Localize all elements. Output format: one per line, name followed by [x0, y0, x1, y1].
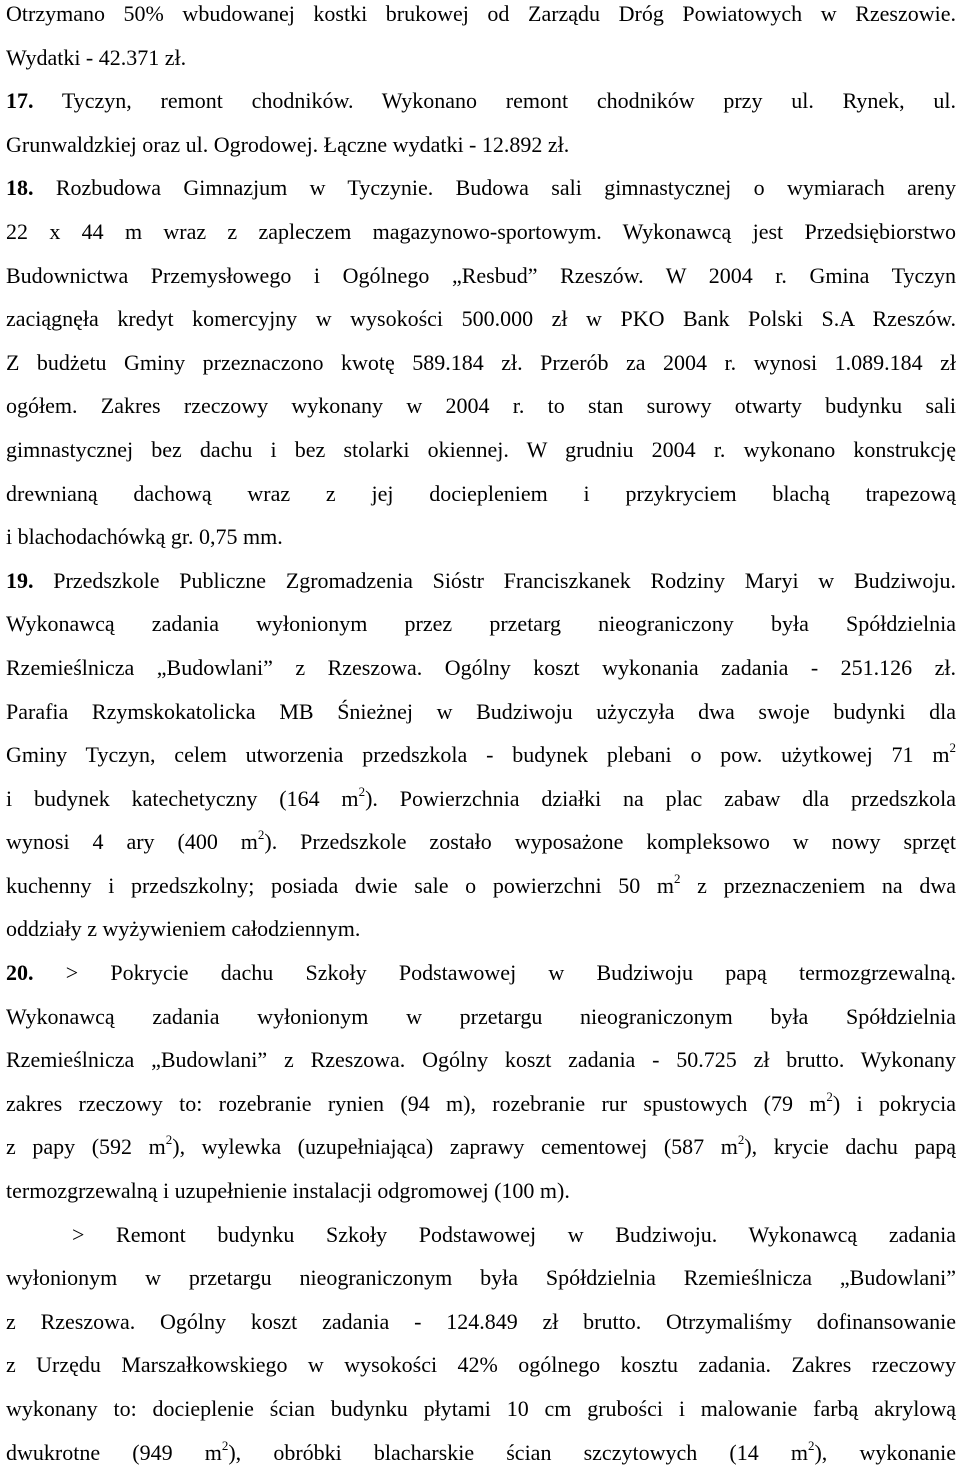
- text-line: Wykonawcą zadania wyłonionym w przetargu nieograniczonym była Spółdzielnia: [6, 1003, 956, 1029]
- section-number: 18.: [6, 175, 34, 201]
- text-line: gimnastycznej bez dachu i bez stolarki okiennej. W grudniu 2004 r. wykonano konstrukcję: [6, 436, 956, 462]
- text-line: oddziały z wyżywieniem całodziennym.: [6, 916, 361, 942]
- section-number: 19.: [6, 567, 34, 593]
- superscript: 2: [826, 1088, 833, 1104]
- superscript: 2: [949, 740, 956, 756]
- superscript: 2: [257, 827, 265, 843]
- text-line: Budownictwa Przemysłowego i Ogólnego „Resbud” Rzeszów. W 2004 r. Gmina Tyczyn: [6, 262, 956, 288]
- text-line: Gminy Tyczyn, celem utworzenia przedszkola - budynek plebani o pow. użytkowej 71 $m^2$: [6, 740, 956, 768]
- text-line: i budynek katechetyczny (164 $m^2$). Powierzchnia działki na plac zabaw dla przedszkola: [6, 783, 956, 811]
- text-line: z Urzędu Marszałkowskiego w wysokości 42% ogólnego kosztu zadania. Zakres rzeczowy: [6, 1352, 956, 1378]
- text-line: z papy (592 $m^2$), wylewka (uzupełniająca) zaprawy cementowej (587 $m^2$), krycie dachu papą: [6, 1132, 956, 1160]
- text-line: i blachodachówką gr. 0,75 mm.: [6, 524, 283, 550]
- text-line: drewnianą dachową wraz z jej dociepleniem i przykryciem blachą trapezową: [6, 480, 956, 506]
- text-line: kuchenny i przedszkolny; posiada dwie sale o powierzchni 50 $m^2$ z przeznaczeniem na dwa: [6, 870, 956, 898]
- superscript: 2: [165, 1132, 173, 1148]
- subsection-heading: > Remont budynku Szkoły Podstawowej w Budziwoju. Wykonawcą zadania: [72, 1221, 956, 1247]
- superscript: 2: [737, 1132, 745, 1148]
- section-number: 20.: [6, 960, 34, 986]
- text-line: 22 x 44 m wraz z zapleczem magazynowo-sportowym. Wykonawcą jest Przedsiębiorstwo: [6, 218, 956, 244]
- text-line: wynosi 4 ary (400 $m^2$). Przedszkole zostało wyposażone kompleksowo w nowy sprzęt: [6, 827, 956, 855]
- text-line: Grunwaldzkiej oraz ul. Ogrodowej. Łączne wydatki - 12.892 zł.: [6, 131, 570, 157]
- text-line: Otrzymano 50% wbudowanej kostki brukowej od Zarządu Dróg Powiatowych w Rzeszowie.: [6, 1, 956, 26]
- text-line: Parafia Rzymskokatolicka MB Śnieżnej w Budziwoju użyczyła dwa swoje budynki dla: [6, 698, 956, 724]
- superscript: 2: [674, 870, 681, 886]
- text-line: zakres rzeczowy to: rozebranie rynien (94 m), rozebranie rur spustowych (79 $m^2$) i pokrycia: [6, 1088, 956, 1116]
- section-19-heading: 19. Przedszkole Publiczne Zgromadzenia Sióstr Franciszkanek Rodziny Maryi w Budziwoju.: [6, 567, 956, 593]
- text-line: Wydatki - 42.371 zł.: [6, 44, 187, 70]
- text-line: wykonany to: docieplenie ścian budynku płytami 10 cm grubości i malowanie farbą akrylową: [6, 1396, 956, 1421]
- text-line: termozgrzewalną i uzupełnienie instalacji odgromowej (100 m).: [6, 1178, 570, 1204]
- text-line: Wykonawcą zadania wyłonionym przez przetarg nieograniczony była Spółdzielnia: [6, 611, 956, 637]
- section-number: 17.: [6, 88, 34, 114]
- section-18-heading: 18. Rozbudowa Gimnazjum w Tyczynie. Budowa sali gimnastycznej o wymiarach areny: [6, 175, 956, 201]
- text-line: z Rzeszowa. Ogólny koszt zadania - 124.849 zł brutto. Otrzymaliśmy dofinansowanie: [6, 1308, 956, 1334]
- text-line: zaciągnęła kredyt komercyjny w wysokości 500.000 zł w PKO Bank Polski S.A Rzeszów.: [6, 306, 956, 332]
- text-line: wyłonionym w przetargu nieograniczonym była Spółdzielnia Rzemieślnicza „Budowlani”: [6, 1265, 956, 1291]
- text-line: Rzemieślnicza „Budowlani” z Rzeszowa. Ogólny koszt zadania - 50.725 zł brutto. Wykonany: [6, 1047, 956, 1073]
- text-line: ogółem. Zakres rzeczowy wykonany w 2004 r. to stan surowy otwarty budynku sali: [6, 393, 956, 419]
- text-line: Z budżetu Gminy przeznaczono kwotę 589.184 zł. Przerób za 2004 r. wynosi 1.089.184 zł: [6, 349, 956, 375]
- text-line: Rzemieślnicza „Budowlani” z Rzeszowa. Ogólny koszt wykonania zadania - 251.126 zł.: [6, 654, 956, 680]
- superscript: 2: [807, 1437, 815, 1453]
- section-20-heading: 20. > Pokrycie dachu Szkoły Podstawowej w Budziwoju papą termozgrzewalną.: [6, 960, 956, 986]
- section-17-heading: 17. Tyczyn, remont chodników. Wykonano remont chodników przy ul. Rynek, ul.: [6, 88, 956, 114]
- superscript: 2: [221, 1437, 229, 1453]
- superscript: 2: [358, 783, 366, 799]
- text-line: dwukrotne (949 $m^2$), obróbki blacharskie ścian szczytowych (14 $m^2$), wykonanie: [6, 1437, 956, 1465]
